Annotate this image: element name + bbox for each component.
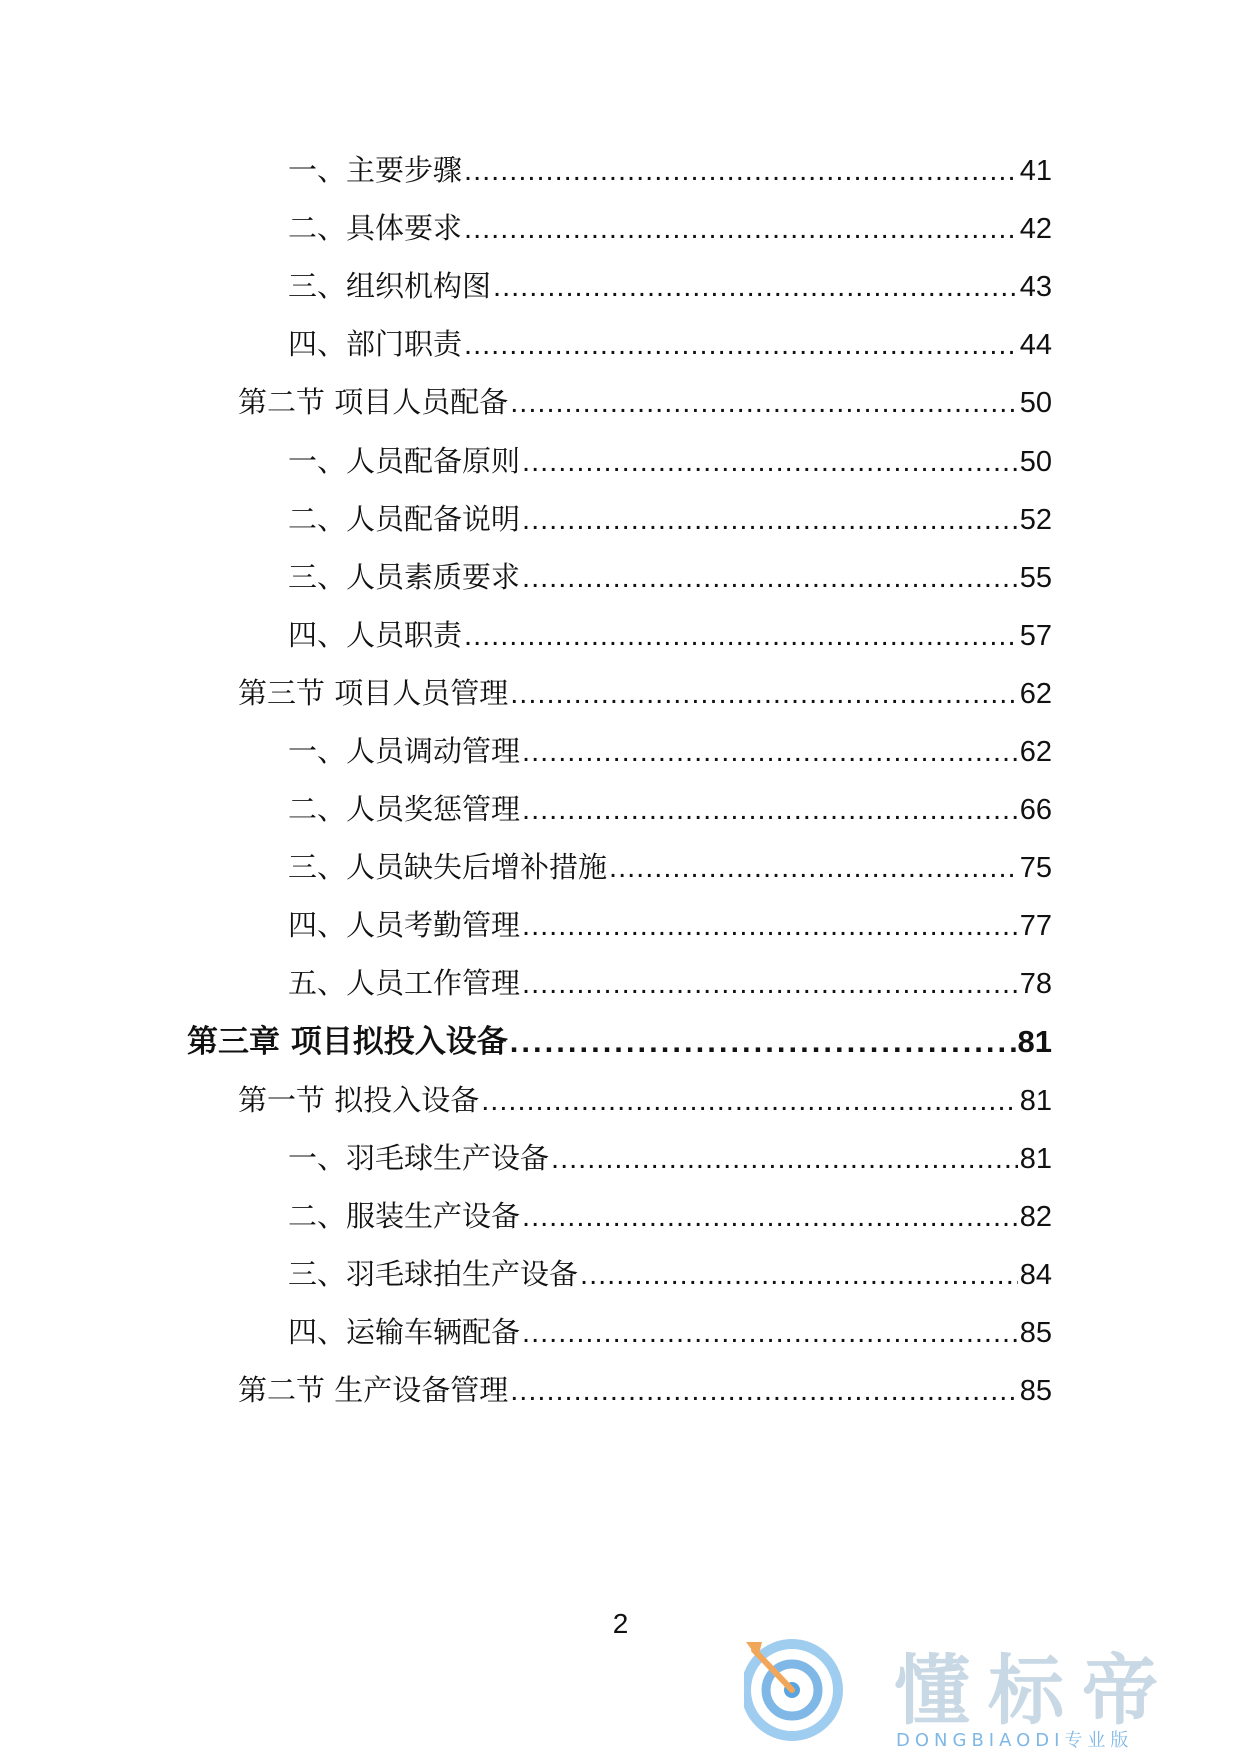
toc-dot-leader bbox=[551, 1139, 1018, 1179]
toc-dot-leader bbox=[609, 848, 1018, 888]
toc-entry-page: 84 bbox=[1019, 1259, 1052, 1291]
toc-entry-label: 四、运输车辆配备 bbox=[288, 1315, 521, 1349]
toc-entry-label: 二、服装生产设备 bbox=[288, 1199, 521, 1233]
toc-dot-leader bbox=[493, 267, 1018, 307]
toc-entry-page: 81 bbox=[1017, 1024, 1052, 1059]
toc-entry[interactable] bbox=[288, 847, 1052, 887]
toc-dot-leader bbox=[510, 674, 1018, 714]
toc-entry[interactable] bbox=[288, 1254, 1052, 1294]
toc-entry[interactable] bbox=[288, 208, 1052, 248]
toc-dot-leader bbox=[522, 790, 1018, 830]
toc-dot-leader bbox=[522, 964, 1018, 1004]
toc-dot-leader bbox=[510, 1022, 1016, 1062]
toc-entry-page: 41 bbox=[1019, 155, 1052, 187]
toc-entry[interactable] bbox=[288, 789, 1052, 829]
page-number: 2 bbox=[612, 1608, 629, 1639]
toc-entry-page: 66 bbox=[1019, 794, 1052, 826]
toc-dot-leader bbox=[510, 383, 1018, 423]
watermark-brand: 懂标帝 bbox=[894, 1646, 1176, 1735]
target-arrow-icon bbox=[744, 1628, 894, 1748]
toc-entry-label: 一、人员调动管理 bbox=[288, 734, 521, 768]
toc-entry-label: 一、主要步骤 bbox=[288, 153, 463, 187]
toc-entry[interactable] bbox=[288, 963, 1052, 1003]
toc-entry-page: 81 bbox=[1019, 1143, 1052, 1175]
toc-entry-page: 42 bbox=[1019, 213, 1052, 245]
toc-entry[interactable] bbox=[238, 673, 1052, 713]
toc-entry-page: 44 bbox=[1019, 329, 1052, 361]
toc-entry-page: 52 bbox=[1019, 504, 1052, 536]
toc-entry[interactable] bbox=[288, 1138, 1052, 1178]
toc-entry-label: 第一节 拟投入设备 bbox=[238, 1083, 480, 1117]
toc-entry-page: 55 bbox=[1019, 562, 1052, 594]
toc-entry[interactable] bbox=[288, 1196, 1052, 1236]
toc-dot-leader bbox=[464, 151, 1018, 191]
toc-entry-label: 第二节 项目人员配备 bbox=[238, 385, 509, 419]
toc-dot-leader bbox=[522, 500, 1018, 540]
toc-dot-leader bbox=[522, 732, 1018, 772]
toc-entry-label: 五、人员工作管理 bbox=[288, 966, 521, 1000]
toc-entry-page: 77 bbox=[1019, 910, 1052, 942]
toc-entry-page: 62 bbox=[1019, 736, 1052, 768]
watermark-subtitle: DONGBIAODI专业版 bbox=[896, 1730, 1134, 1751]
toc-entry-page: 57 bbox=[1019, 620, 1052, 652]
toc-entry-label: 一、人员配备原则 bbox=[288, 444, 521, 478]
toc-dot-leader bbox=[522, 1197, 1018, 1237]
toc-entry[interactable] bbox=[288, 324, 1052, 364]
toc-entry-page: 43 bbox=[1019, 271, 1052, 303]
toc-entry-label: 二、具体要求 bbox=[288, 211, 463, 245]
toc-entry-page: 50 bbox=[1019, 387, 1052, 419]
toc-entry-label: 二、人员奖惩管理 bbox=[288, 792, 521, 826]
toc-entry[interactable] bbox=[288, 615, 1052, 655]
toc-entry[interactable] bbox=[288, 1312, 1052, 1352]
toc-entry-label: 三、组织机构图 bbox=[288, 269, 492, 303]
toc-dot-leader bbox=[464, 325, 1018, 365]
toc-entry-label: 第三章 项目拟投入设备 bbox=[187, 1024, 508, 1060]
toc-entry-label: 四、部门职责 bbox=[288, 327, 463, 361]
toc-entry-label: 第三节 项目人员管理 bbox=[238, 676, 509, 710]
toc-entry-page: 78 bbox=[1019, 968, 1052, 1000]
toc-entry-label: 三、人员缺失后增补措施 bbox=[288, 850, 608, 884]
toc-entry[interactable] bbox=[187, 1022, 1052, 1062]
toc-entry[interactable] bbox=[288, 499, 1052, 539]
toc-entry[interactable] bbox=[288, 266, 1052, 306]
toc-entry-page: 75 bbox=[1019, 852, 1052, 884]
toc-dot-leader bbox=[522, 442, 1018, 482]
toc-dot-leader bbox=[580, 1255, 1018, 1295]
watermark-logo bbox=[744, 1628, 1214, 1751]
toc-entry[interactable] bbox=[288, 150, 1052, 190]
toc-entry-label: 第二节 生产设备管理 bbox=[238, 1373, 509, 1407]
toc-entry-page: 81 bbox=[1019, 1085, 1052, 1117]
toc-dot-leader bbox=[464, 616, 1018, 656]
toc-entry[interactable] bbox=[288, 557, 1052, 597]
toc-entry-label: 一、羽毛球生产设备 bbox=[288, 1141, 550, 1175]
toc-dot-leader bbox=[522, 558, 1018, 598]
toc-entry-page: 85 bbox=[1019, 1375, 1052, 1407]
toc-entry-label: 四、人员考勤管理 bbox=[288, 908, 521, 942]
toc-dot-leader bbox=[522, 1313, 1018, 1353]
toc-entry-label: 三、羽毛球拍生产设备 bbox=[288, 1257, 579, 1291]
toc-entry[interactable] bbox=[288, 441, 1052, 481]
toc-dot-leader bbox=[522, 906, 1018, 946]
toc-entry[interactable] bbox=[288, 905, 1052, 945]
toc-entry-page: 82 bbox=[1019, 1201, 1052, 1233]
toc-dot-leader bbox=[481, 1081, 1018, 1121]
toc-dot-leader bbox=[464, 209, 1018, 249]
toc-entry-label: 四、人员职责 bbox=[288, 618, 463, 652]
toc-entry[interactable] bbox=[238, 1080, 1052, 1120]
toc-entry-page: 85 bbox=[1019, 1317, 1052, 1349]
toc-entry[interactable] bbox=[238, 382, 1052, 422]
toc-entry-label: 二、人员配备说明 bbox=[288, 502, 521, 536]
toc-entry-label: 三、人员素质要求 bbox=[288, 560, 521, 594]
toc-entry-page: 50 bbox=[1019, 446, 1052, 478]
toc-entry[interactable] bbox=[288, 731, 1052, 771]
toc-entry-page: 62 bbox=[1019, 678, 1052, 710]
toc-dot-leader bbox=[510, 1371, 1018, 1411]
toc-entry[interactable] bbox=[238, 1370, 1052, 1410]
